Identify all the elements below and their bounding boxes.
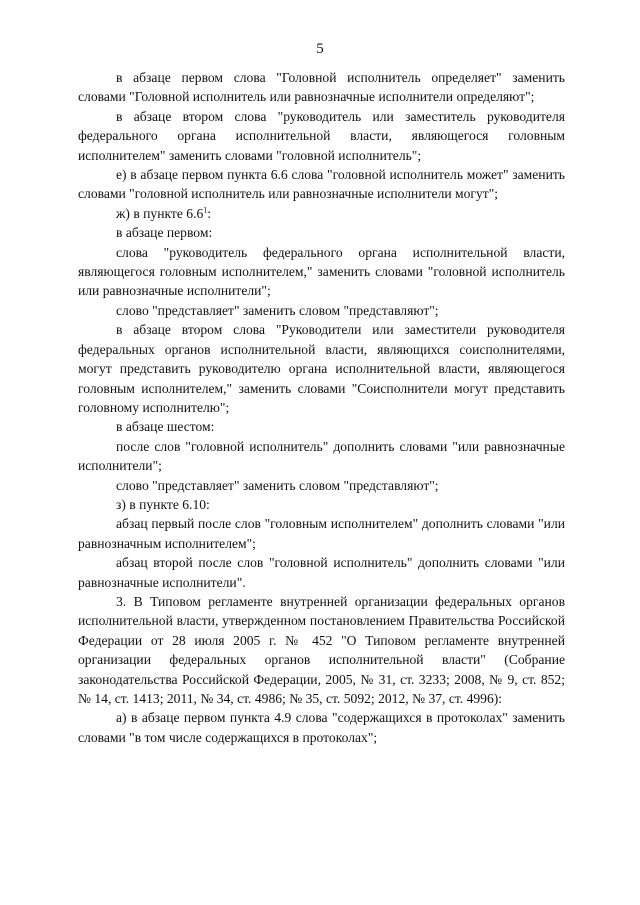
paragraph-4 — [78, 204, 565, 223]
paragraph-4-colon: : — [207, 205, 212, 221]
document-body — [78, 68, 565, 747]
paragraph-15: 3. В Типовом регламенте внутренней организации федеральных органов исполнительной власти, утвержденном постановлением Правительства Российской Федерации от 28 июля 2005 г. № 452 "О Типовом регламенте внутренней организации федеральных органов исполнительной власти" (Собрание законодательства Российской Федерации, 2005, № 31, ст. 3233; 2008, № 9, ст. 852; № 14, ст. 1413; 2011, № 34, ст. 4986; № 35, ст. 5092; 2012, № 37, ст. 4996): — [78, 593, 565, 706]
paragraph-14: абзац второй после слов "головной исполнитель" дополнить словами "или равнозначные исполнители". — [78, 555, 565, 590]
paragraph-3: е) в абзаце первом пункта 6.6 слова "головной исполнитель может" заменить словами "головной исполнитель или равнозначные исполнители могут"; — [78, 167, 565, 202]
paragraph-7: слово "представляет" заменить словом "представляют"; — [116, 302, 439, 318]
superscript-1: 1 — [203, 205, 208, 215]
paragraph-12: з) в пункте 6.10: — [116, 496, 210, 512]
paragraph-11: слово "представляет" заменить словом "представляют"; — [116, 477, 439, 493]
paragraph-1: в абзаце первом слова "Головной исполнитель определяет" заменить словами "Головной исполнитель или равнозначные исполнители определяют"; — [78, 70, 565, 105]
paragraph-4-text: ж) в пункте 6.6 — [116, 205, 204, 221]
paragraph-9: в абзаце шестом: — [116, 419, 215, 435]
paragraph-6: слова "руководитель федерального органа исполнительной власти, являющегося головным исполнителем," заменить словами "головной исполнитель или равнозначные исполнители"; — [78, 244, 565, 299]
paragraph-16: а) в абзаце первом пункта 4.9 слова "содержащихся в протоколах" заменить словами "в том числе содержащихся в протоколах"; — [78, 710, 565, 745]
paragraph-2: в абзаце втором слова "руководитель или заместитель руководителя федерального органа исполнительной власти, являющегося головным исполнителем" заменить словами "головной исполнитель"; — [78, 108, 565, 163]
paragraph-5: в абзаце первом: — [116, 225, 213, 241]
paragraph-10: после слов "головной исполнитель" дополнить словами "или равнозначные исполнители"; — [78, 438, 565, 474]
paragraph-13: абзац первый после слов "головным исполнителем" дополнить словами "или равнозначным исполнителем"; — [78, 516, 565, 551]
paragraph-8: в абзаце втором слова "Руководители или заместители руководителя федеральных органов исполнительной власти, являющихся соисполнителями, могут представить руководителю органа исполнительной власти, являющегося головным исполнителем," заменить словами "Соисполнители могут представить головному исполнителю"; — [78, 322, 565, 415]
page-number: 5 — [316, 41, 324, 57]
